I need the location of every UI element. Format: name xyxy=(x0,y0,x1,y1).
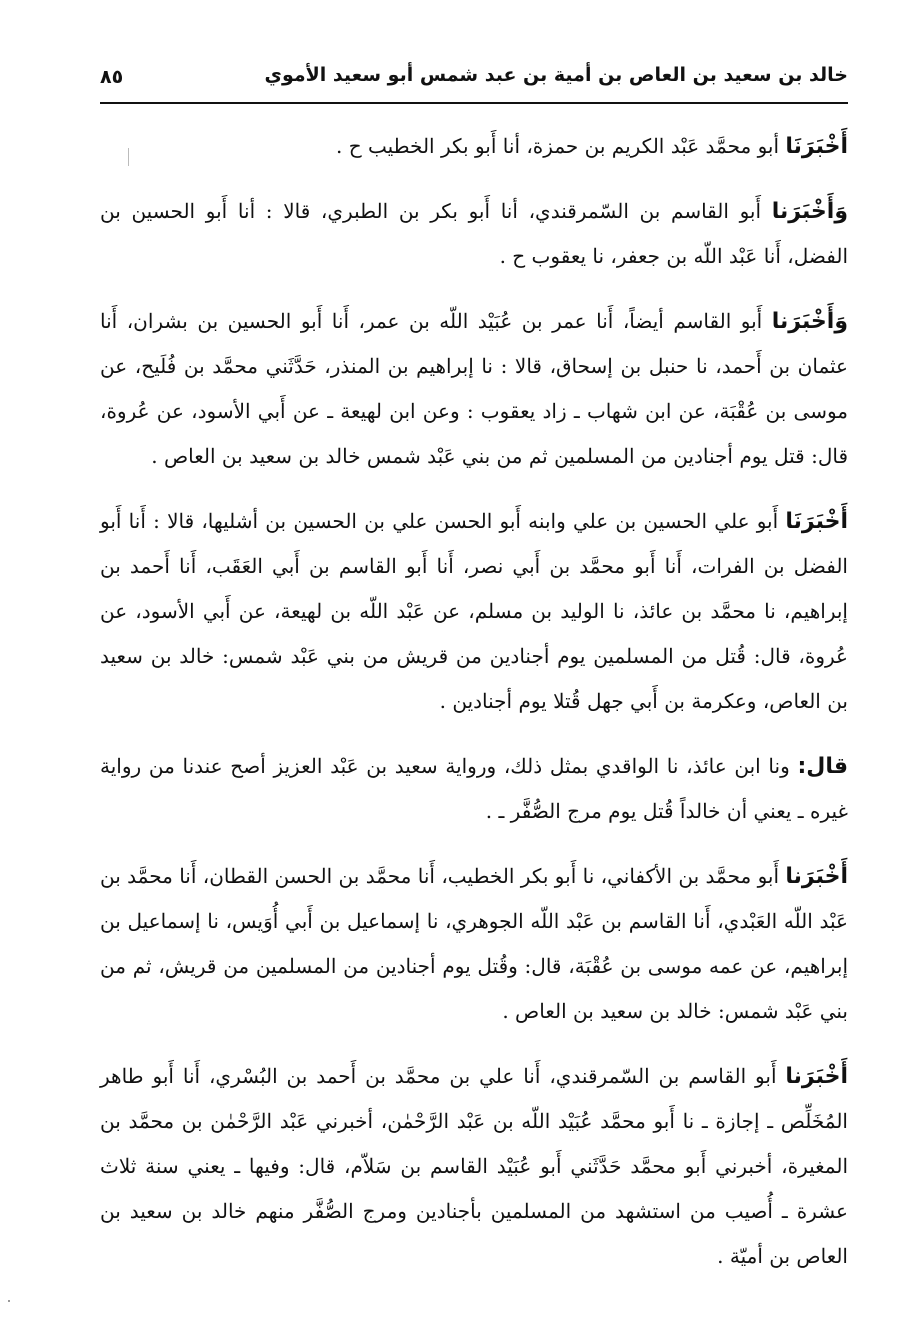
paragraph-text: أَبو القاسم بن السّمرقندي، أنا أَبو بكر بن الطبري، قالا : أنا أَبو الحسين بن الفضل، أَنا عَبْد اللّه بن جعفر، نا يعقوب ح . xyxy=(100,199,848,268)
paragraph-lead: أَخْبَرَنَا xyxy=(785,509,848,534)
paragraph xyxy=(100,189,848,279)
paragraph-text: أَبو علي الحسين بن علي وابنه أَبو الحسن علي بن الحسين بن أشليها، قالا : أَنا أَبو الفضل بن الفرات، أَنا أَبو محمَّد بن أَبي نصر، أَنا أَبو القاسم بن أَبي العَقَب، أَنا أَحمد بن إبراهيم، نا محمَّد بن عائذ، نا الوليد بن مسلم، عن عَبْد اللّه بن لهيعة، عن أَبي الأسود، عن عُروة، قال: قُتل من المسلمين يوم أجنادين من قريش من بني عَبْد شمس: خالد بن سعيد بن العاص، وعكرمة بن أَبي جهل قُتلا يوم أجنادين . xyxy=(100,509,848,713)
paragraph xyxy=(100,744,848,834)
paragraph xyxy=(100,499,848,724)
paragraph-text: أَبو القاسم بن السّمرقندي، أَنا علي بن محمَّد بن أَحمد بن البُسْري، أَنا أَبو طاهر المُخَلِّص ـ إجازة ـ نا أَبو محمَّد عُبَيْد اللّه بن عَبْد الرَّحْمٰن، أخبرني عَبْد الرَّحْمٰن بن محمَّد بن المغيرة، أخبرني أَبو محمَّد حَدَّثَني أَبو عُبَيْد القاسم بن سَلاّم، قال: وفيها ـ يعني سنة ثلاث عشرة ـ أُصيب من استشهد من المسلمين بأجنادين ومرج الصُّفَّر منهم خالد بن سعيد بن العاص بن أميّة . xyxy=(100,1064,848,1268)
paragraph-lead: قال: xyxy=(797,754,848,779)
margin-dot xyxy=(8,1300,10,1302)
paragraph xyxy=(100,1054,848,1279)
page-header xyxy=(100,58,848,102)
paragraph-text: أَبو القاسم أيضاً، أَنا عمر بن عُبَيْد اللّه بن عمر، أَنا أَبو الحسين بن بشران، أَنا عثمان بن أَحمد، نا حنبل بن إسحاق، قالا : نا إبراهيم بن المنذر، حَدَّثَني محمَّد بن فُلَيح، عن موسى بن عُقْبَة، عن ابن شهاب ـ زاد يعقوب : وعن ابن لهيعة ـ عن أَبي الأسود، عن عُروة، قال: قتل يوم أجنادين من المسلمين ثم من بني عَبْد شمس خالد بن سعيد بن العاص . xyxy=(100,309,848,468)
paragraph xyxy=(100,124,848,169)
body-text xyxy=(100,124,848,1299)
paragraph-lead: وَأَخْبَرَنا xyxy=(771,199,848,224)
paragraph-lead: أَخْبَرَنا xyxy=(785,1064,848,1089)
paragraph-text: أَبو محمَّد بن الأكفاني، نا أَبو بكر الخطيب، أَنا محمَّد بن الحسن القطان، أَنا محمَّد بن عَبْد اللّه العَبْدي، أَنا القاسم بن عَبْد اللّه الجوهري، نا إسماعيل بن أَبي أُوَيس، نا إسماعيل بن إبراهيم، عن عمه موسى بن عُقْبَة، قال: وقُتل يوم أجنادين من المسلمين من قريش، ثم من بني عَبْد شمس: خالد بن سعيد بن العاص . xyxy=(100,864,848,1023)
paragraph-lead: أَخْبَرَنا xyxy=(785,864,848,889)
paragraph-lead: أَخْبَرَنَا xyxy=(785,134,848,159)
paragraph-text: ونا ابن عائذ، نا الواقدي بمثل ذلك، ورواية سعيد بن عَبْد العزيز أصح عندنا من رواية غيره ـ يعني أن خالداً قُتل يوم مرج الصُّفَّر ـ . xyxy=(100,754,848,823)
paragraph xyxy=(100,854,848,1034)
page-number: ٨٥ xyxy=(100,66,124,88)
running-title: خالد بن سعيد بن العاص بن أمية بن عبد شمس أبو سعيد الأموي xyxy=(264,64,848,86)
paragraph-lead: وَأَخْبَرَنا xyxy=(771,309,848,334)
paragraph-text: أبو محمَّد عَبْد الكريم بن حمزة، أنا أَبو بكر الخطيب ح . xyxy=(335,134,786,158)
paragraph xyxy=(100,299,848,479)
header-divider xyxy=(100,102,848,104)
